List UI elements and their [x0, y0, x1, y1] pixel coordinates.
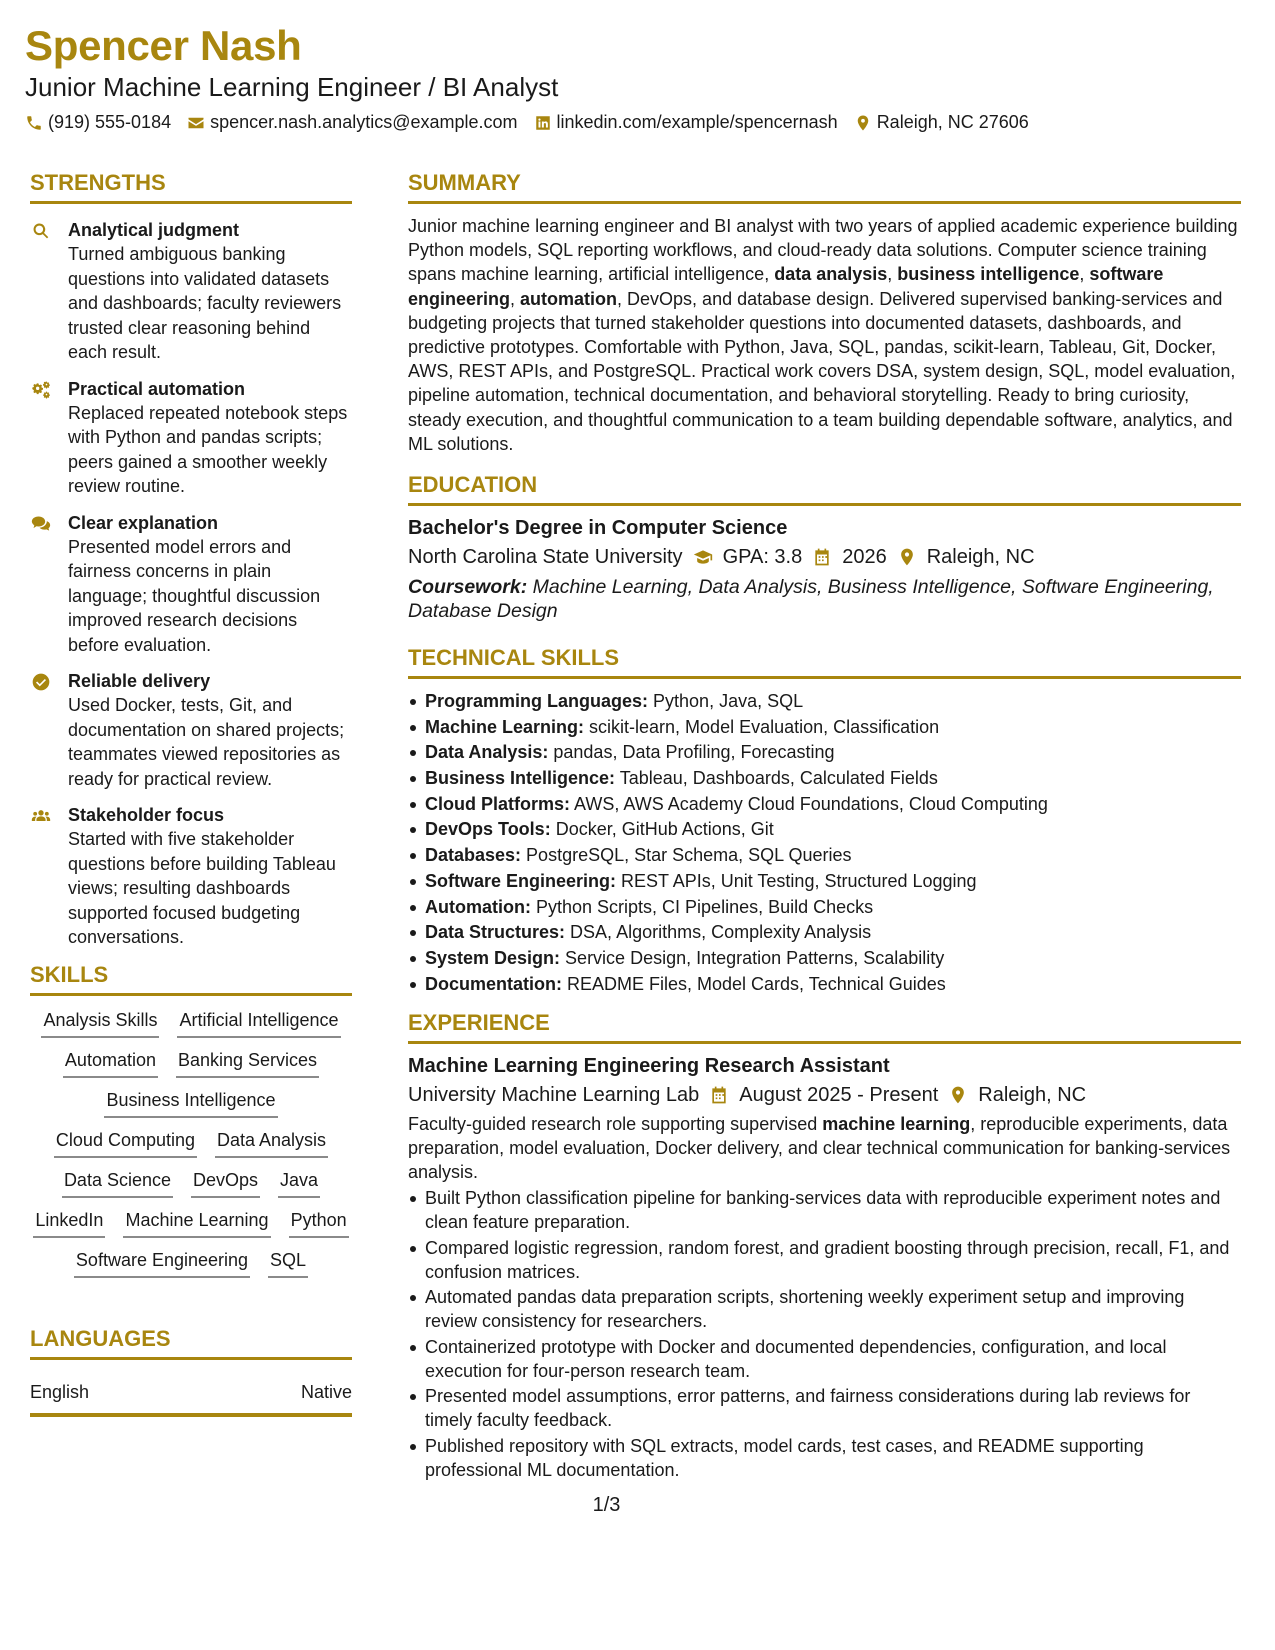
- job-bullet: Compared logistic regression, random forest, and gradient boosting through precision, recall, F1, and confusion matrices.: [408, 1236, 1241, 1284]
- job-dates: August 2025 - Present: [739, 1083, 939, 1106]
- tech-skill-item: Data Structures: DSA, Algorithms, Complexity Analysis: [408, 920, 1241, 944]
- degree-title: Bachelor's Degree in Computer Science: [408, 517, 788, 540]
- skills-tag-list: [30, 1004, 352, 1282]
- strength-item: [30, 669, 352, 791]
- gpa-text: GPA: 3.8: [722, 546, 803, 569]
- strength-item: [30, 377, 352, 499]
- job-bullet: Published repository with SQL extracts, model cards, test cases, and README supporting professional ML documentation.: [408, 1434, 1241, 1482]
- strength-title: Reliable delivery: [68, 671, 211, 691]
- coursework: Coursework: Machine Learning, Data Analysis, Business Intelligence, Software Engineering, Database Design: [408, 576, 1214, 623]
- contact-email[interactable]: [187, 112, 517, 133]
- skill-tag: Banking Services: [176, 1049, 319, 1078]
- grad-year: 2026: [842, 546, 887, 569]
- strengths-list: [30, 212, 352, 950]
- job-bullet: Built Python classification pipeline for banking-services data with reproducible experiment notes and clean feature preparation.: [408, 1186, 1241, 1234]
- calendar-icon: [709, 1085, 729, 1105]
- skill-tag: Artificial Intelligence: [177, 1009, 340, 1038]
- languages-heading: LANGUAGES: [30, 1326, 352, 1360]
- skill-tag: LinkedIn: [33, 1209, 105, 1238]
- strength-desc: Replaced repeated notebook steps with Python and pandas scripts; peers gained a smoother weekly review routine.: [68, 402, 348, 496]
- experience-heading: EXPERIENCE: [408, 1010, 1241, 1044]
- job-intro: Faculty-guided research role supporting supervised machine learning, reproducible experiments, data preparation, model evaluation, Docker delivery, and clear technical communication for banking-services analysis.: [408, 1113, 1231, 1182]
- map-pin-icon: [897, 547, 917, 567]
- strength-desc: Used Docker, tests, Git, and documentation on shared projects; teammates viewed repositories as ready for practical review.: [68, 695, 345, 789]
- job-org: University Machine Learning Lab: [408, 1083, 700, 1106]
- contact-location: [854, 112, 1029, 133]
- strength-desc: Started with five stakeholder questions before building Tableau views; resulting dashboards supported focused budgeting conversations.: [68, 829, 336, 947]
- skill-tag: Machine Learning: [123, 1209, 270, 1238]
- tech-skill-item: Programming Languages: Python, Java, SQL: [408, 689, 1241, 713]
- strength-item: [30, 218, 352, 365]
- map-pin-icon: [854, 114, 872, 132]
- tech-skill-item: Machine Learning: scikit-learn, Model Evaluation, Classification: [408, 715, 1241, 739]
- summary-heading: SUMMARY: [408, 170, 1241, 204]
- job-bullet: Presented model assumptions, error patterns, and fairness considerations during lab reviews for timely faculty feedback.: [408, 1384, 1241, 1432]
- strength-title: Clear explanation: [68, 512, 219, 533]
- tech-skill-item: Databases: PostgreSQL, Star Schema, SQL Queries: [408, 843, 1241, 867]
- skill-tag: Cloud Computing: [54, 1129, 197, 1158]
- right-column: [408, 170, 1241, 1483]
- phone-icon: [25, 114, 43, 132]
- strength-title: Stakeholder focus: [68, 805, 225, 825]
- technical-skills-heading: TECHNICAL SKILLS: [408, 645, 1241, 679]
- search-icon: [30, 221, 52, 241]
- job-bullets: [408, 1186, 1241, 1482]
- job-title: Machine Learning Engineering Research Assistant: [408, 1054, 890, 1077]
- job-bullet: Containerized prototype with Docker and documented dependencies, configuration, and local execution for four-person research team.: [408, 1335, 1241, 1383]
- skill-tag: Data Analysis: [215, 1129, 328, 1158]
- map-pin-icon: [948, 1085, 968, 1105]
- skill-tag: DevOps: [191, 1169, 260, 1198]
- linkedin-text: linkedin.com/example/spencernash: [556, 112, 838, 132]
- school-name: North Carolina State University: [408, 546, 683, 569]
- tech-skill-item: Data Analysis: pandas, Data Profiling, Forecasting: [408, 740, 1241, 764]
- users-icon: [30, 806, 52, 826]
- tech-skill-item: Automation: Python Scripts, CI Pipelines, Build Checks: [408, 895, 1241, 919]
- page-number: 1/3: [592, 1494, 621, 1516]
- language-level: Native: [300, 1381, 352, 1402]
- education-location: Raleigh, NC: [926, 546, 1035, 569]
- contact-phone[interactable]: [25, 112, 171, 133]
- contact-bar: [25, 112, 1029, 133]
- skill-tag: Automation: [63, 1049, 158, 1078]
- strength-desc: Turned ambiguous banking questions into validated datasets and dashboards; faculty reviewers trusted clear reasoning behind each result.: [68, 244, 342, 362]
- tech-skill-item: System Design: Service Design, Integration Patterns, Scalability: [408, 946, 1241, 970]
- comments-icon: [30, 514, 52, 534]
- skills-heading: SKILLS: [30, 962, 352, 996]
- gears-icon: [30, 380, 52, 400]
- job-meta: [408, 1080, 1241, 1110]
- education-meta: [408, 542, 1241, 572]
- language-row: [30, 1368, 352, 1417]
- skill-tag: Analysis Skills: [41, 1009, 159, 1038]
- check-circle-icon: [30, 672, 52, 692]
- left-column: [30, 170, 352, 1417]
- strength-item: [30, 511, 352, 658]
- linkedin-icon: [534, 114, 552, 132]
- strength-title: Analytical judgment: [68, 220, 240, 240]
- calendar-icon: [812, 547, 832, 567]
- contact-linkedin[interactable]: [534, 112, 838, 133]
- tech-skill-item: DevOps Tools: Docker, GitHub Actions, Git: [408, 817, 1241, 841]
- strengths-heading: STRENGTHS: [30, 170, 352, 204]
- skill-tag: SQL: [268, 1249, 308, 1278]
- envelope-icon: [187, 114, 205, 132]
- skill-tag: Data Science: [62, 1169, 173, 1198]
- headline: Junior Machine Learning Engineer / BI Analyst: [25, 72, 559, 102]
- technical-skills-list: [408, 687, 1241, 996]
- strength-title: Practical automation: [68, 378, 246, 399]
- skill-tag: Java: [278, 1169, 320, 1198]
- skill-tag: Software Engineering: [74, 1249, 250, 1278]
- summary-text: Junior machine learning engineer and BI analyst with two years of applied academic experience building Python models, SQL reporting workflows, and cloud-ready data solutions. Computer science training spans machine learning, artificial intelligence, data analysis, business intelligence, software engineering, automation, DevOps, and database design. Delivered supervised banking-services and budgeting projects that turned stakeholder questions into documented datasets, dashboards, and predictive prototypes. Comfortable with Python, Java, SQL, pandas, scikit-learn, Tableau, Git, Docker, AWS, REST APIs, and PostgreSQL. Practical work covers DSA, system design, SQL, model evaluation, pipeline automation, technical documentation, and behavioral storytelling. Ready to bring curiosity, steady execution, and thoughtful communication to a team building dependable software, analytics, and ML solutions.: [408, 216, 1238, 454]
- tech-skill-item: Documentation: README Files, Model Cards, Technical Guides: [408, 972, 1241, 996]
- skill-tag: Business Intelligence: [104, 1089, 277, 1118]
- location-text: Raleigh, NC 27606: [876, 112, 1029, 132]
- language-name: English: [30, 1381, 90, 1402]
- strength-item: [30, 803, 352, 950]
- job-bullet: Automated pandas data preparation scripts, shortening weekly experiment setup and improving review consistency for researchers.: [408, 1285, 1241, 1333]
- education-heading: EDUCATION: [408, 472, 1241, 506]
- candidate-name: Spencer Nash: [25, 22, 302, 69]
- phone-text: (919) 555-0184: [48, 112, 172, 132]
- job-location: Raleigh, NC: [978, 1083, 1087, 1106]
- tech-skill-item: Software Engineering: REST APIs, Unit Testing, Structured Logging: [408, 869, 1241, 893]
- tech-skill-item: Cloud Platforms: AWS, AWS Academy Cloud Foundations, Cloud Computing: [408, 792, 1241, 816]
- graduation-cap-icon: [693, 547, 713, 567]
- strength-desc: Presented model errors and fairness concerns in plain language; thoughtful discussion improved research decisions before evaluation.: [68, 536, 321, 655]
- email-text: spencer.nash.analytics@example.com: [210, 112, 518, 132]
- tech-skill-item: Business Intelligence: Tableau, Dashboards, Calculated Fields: [408, 766, 1241, 790]
- skill-tag: Python: [289, 1209, 349, 1238]
